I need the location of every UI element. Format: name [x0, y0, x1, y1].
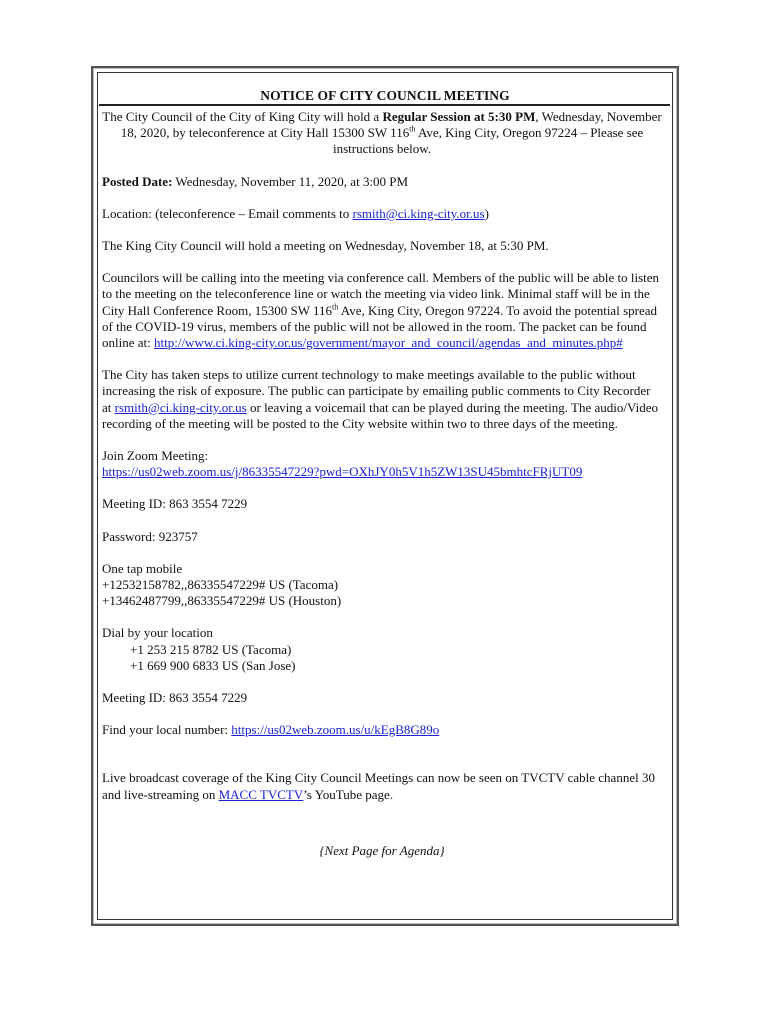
title-underline	[99, 104, 670, 106]
intro-text-1: The City Council of the City of King City will hold a	[102, 109, 383, 124]
broadcast-text-2: ’s YouTube page.	[303, 786, 394, 802]
location-line	[102, 206, 662, 222]
location-email-link[interactable]: rsmith@ci.king-city.or.us	[352, 205, 485, 221]
agendas-link[interactable]: http://www.ci.king-city.or.us/government/mayor_and_council/agendas_and_minutes.php#	[154, 335, 623, 351]
councilors-text-2: Ave, King City, Oregon 97224. To avoid the potential spread of the COVID-19 virus, members of the public will not be allowed in the room. The packet can be found online at:	[102, 302, 657, 351]
next-page-note: {Next Page for Agenda}	[319, 842, 445, 858]
ordinal-suffix: th	[332, 302, 339, 312]
location-prefix: Location: (teleconference – Email comments to	[102, 205, 353, 221]
intro-text-3: Ave, King City, Oregon 97224 – Please see instructions below.	[332, 125, 644, 157]
posted-date	[102, 174, 662, 190]
broadcast-paragraph	[102, 770, 662, 802]
meeting-statement: The King City Council will hold a meeting on Wednesday, November 18, at 5:30 PM.	[102, 238, 549, 254]
posted-date-label: Posted Date:	[102, 173, 173, 189]
technology-text-1: The City has taken steps to utilize current technology to make meetings available to the public without increasing the risk of exposure. The public can participate by emailing public comments to City Recorder at	[102, 367, 651, 415]
dial-label: Dial by your location	[102, 625, 213, 641]
broadcast-text-1: Live broadcast coverage of the King City Council Meetings can now be seen on TVCTV cable channel 30 and live-streaming on	[102, 770, 655, 802]
local-number-line	[102, 722, 662, 738]
intro-text-2: , Wednesday, November 18, 2020, by teleconference at City Hall 15300 SW 116	[120, 109, 662, 141]
meeting-id-repeat: Meeting ID: 863 3554 7229	[102, 690, 248, 706]
session-time: Regular Session at 5:30 PM	[382, 109, 536, 124]
zoom-join-link[interactable]: https://us02web.zoom.us/j/86335547229?pwd=OXhJY0h5V1h5ZW13SU45bmhtcFRjUT09	[102, 464, 583, 480]
intro-paragraph	[102, 109, 662, 158]
meeting-password: Password: 923757	[102, 528, 198, 544]
local-number-link[interactable]: https://us02web.zoom.us/u/kEgB8G89o	[231, 722, 440, 738]
councilors-text-1: Councilors will be calling into the meeting via conference call. Members of the public will be able to listen to the meeting on the teleconference line or watch the meeting via video link. Minimal staff will be in the City Hall Conference Room, 15300 SW 116	[102, 270, 660, 318]
one-tap-block	[102, 561, 662, 610]
dial-number: +1 669 900 6833 US (San Jose)	[130, 657, 296, 673]
one-tap-number: +13462487799,,86335547229# US (Houston)	[102, 593, 342, 609]
local-number-prefix: Find your local number:	[102, 722, 232, 738]
zoom-join	[102, 448, 662, 480]
zoom-join-label: Join Zoom Meeting:	[102, 448, 209, 464]
posted-date-value: Wednesday, November 11, 2020, at 3:00 PM	[172, 173, 409, 189]
technology-paragraph	[102, 367, 662, 432]
one-tap-number: +12532158782,,86335547229# US (Tacoma)	[102, 577, 339, 593]
meeting-id: Meeting ID: 863 3554 7229	[102, 496, 248, 512]
technology-text-2: or leaving a voicemail that can be played during the meeting. The audio/Video recording of the meeting will be posted to the City website within two to three days of the meeting.	[102, 399, 658, 431]
macc-tvctv-link[interactable]: MACC TVCTV	[218, 786, 304, 802]
notice-title: NOTICE OF CITY COUNCIL MEETING	[260, 88, 510, 103]
dial-block	[102, 625, 662, 674]
dial-number: +1 253 215 8782 US (Tacoma)	[130, 641, 292, 657]
ordinal-suffix: th	[409, 124, 416, 134]
councilors-paragraph	[102, 270, 662, 351]
one-tap-label: One tap mobile	[102, 560, 183, 576]
location-suffix: )	[484, 205, 489, 221]
recorder-email-link[interactable]: rsmith@ci.king-city.or.us	[114, 399, 247, 415]
notice-body	[102, 109, 662, 875]
